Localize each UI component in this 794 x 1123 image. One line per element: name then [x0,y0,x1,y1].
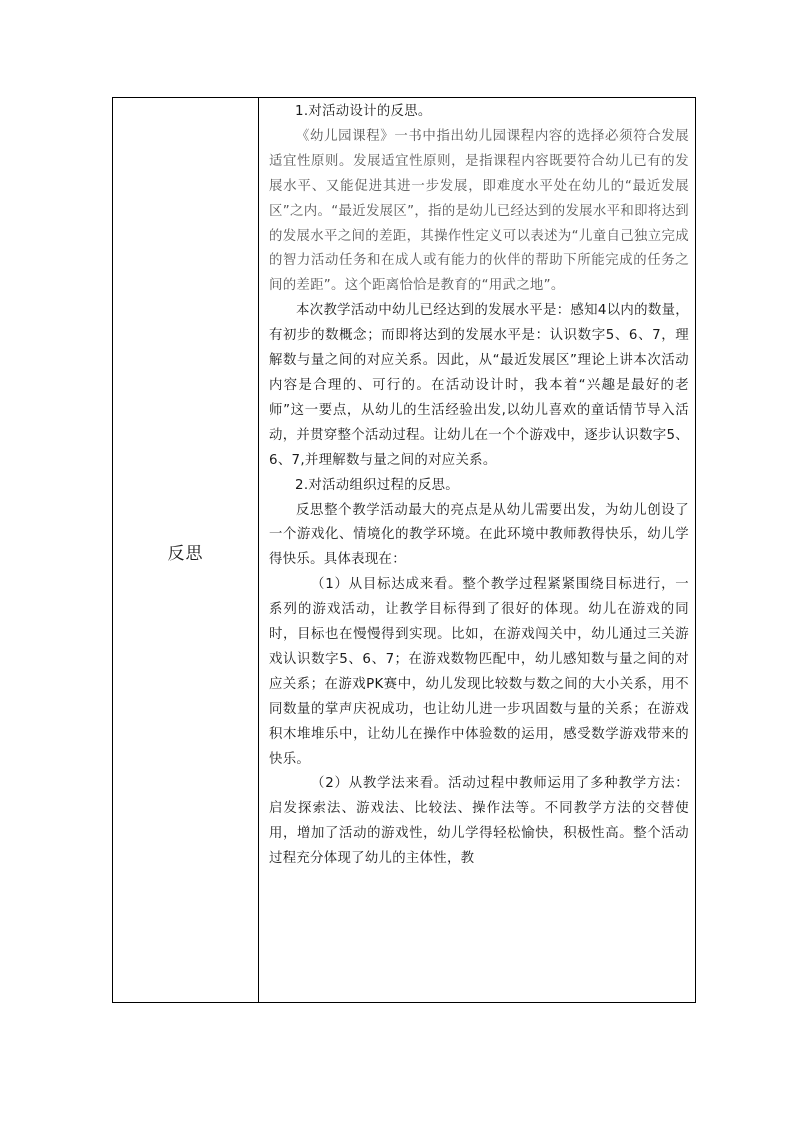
subsection-2-lead: （2）从教学法来看。 [311,776,449,792]
section-2-heading: 2.对活动组织过程的反思。 [295,477,459,493]
row-label: 反思 [167,543,204,564]
subsection-2-text: 活动过程中教师运用了多种教学方法：启发探索法、游戏法、比较法、操作法等。不同教学方法的交替使用，增加了活动的游戏性，幼儿学得轻松愉快，积极性高。整个活动过程充分体现了幼儿的主体性，教 [269,776,689,867]
subsection-1 [269,573,689,772]
content-cell [259,98,696,1003]
subsection-2 [269,772,689,872]
row-label-cell [113,98,259,1003]
reflection-table [112,97,696,1003]
section-1-paragraph-1: 《幼儿园课程》一书中指出幼儿园课程内容的选择必须符合发展适宜性原则。发展适宜性原则，是指课程内容既要符合幼儿已有的发展水平、又能促进其进一步发展，即难度水平处在幼儿的“最近发展区”之内。“最近发展区”，指的是幼儿已经达到的发展水平和即将达到的发展水平之间的差距，其操作性定义可以表述为“儿童自己独立完成的智力活动任务和在成人或有能力的伙伴的帮助下所能完成的任务之间的差距”。这个距离恰恰是教育的“用武之地”。 [269,128,689,294]
section-1-paragraph-2: 本次教学活动中幼儿已经达到的发展水平是：感知4以内的数量，有初步的数概念；而即将达到的发展水平是：认识数字5、6、7，理解数与量之间的对应关系。因此，从“最近发展区”理论上讲本次活动内容是合理的、可行的。在活动设计时，我本着“兴趣是最好的老师”这一要点，从幼儿的生活经验出发,以幼儿喜欢的童话情节导入活动，并贯穿整个活动过程。让幼儿在一个个游戏中，逐步认识数字5、6、7,并理解数与量之间的对应关系。 [269,303,689,468]
subsection-1-text: 整个教学过程紧紧围绕目标进行，一系列的游戏活动，让教学目标得到了很好的体现。幼儿在游戏的同时，目标也在慢慢得到实现。比如，在游戏闯关中，幼儿通过三关游戏认识数字5、6、7；在游戏数物匹配中，幼儿感知数与量之间的对应关系；在游戏PK赛中，幼儿发现比较数与数之间的大小关系，用不同数量的掌声庆祝成功，也让幼儿进一步巩固数与量的关系；在游戏积木堆堆乐中，让幼儿在操作中体验数的运用，感受数学游戏带来的快乐。 [269,577,689,767]
reflection-content [259,98,695,872]
section-2-paragraph-1: 反思整个教学活动最大的亮点是从幼儿需要出发，为幼儿创设了一个游戏化、情境化的教学环境。在此环境中教师教得快乐，幼儿学得快乐。具体表现在： [269,502,689,568]
section-1-heading: 1.对活动设计的反思。 [295,104,432,119]
table-row [113,98,696,1003]
subsection-1-lead: （1）从目标达成来看。 [311,577,463,593]
